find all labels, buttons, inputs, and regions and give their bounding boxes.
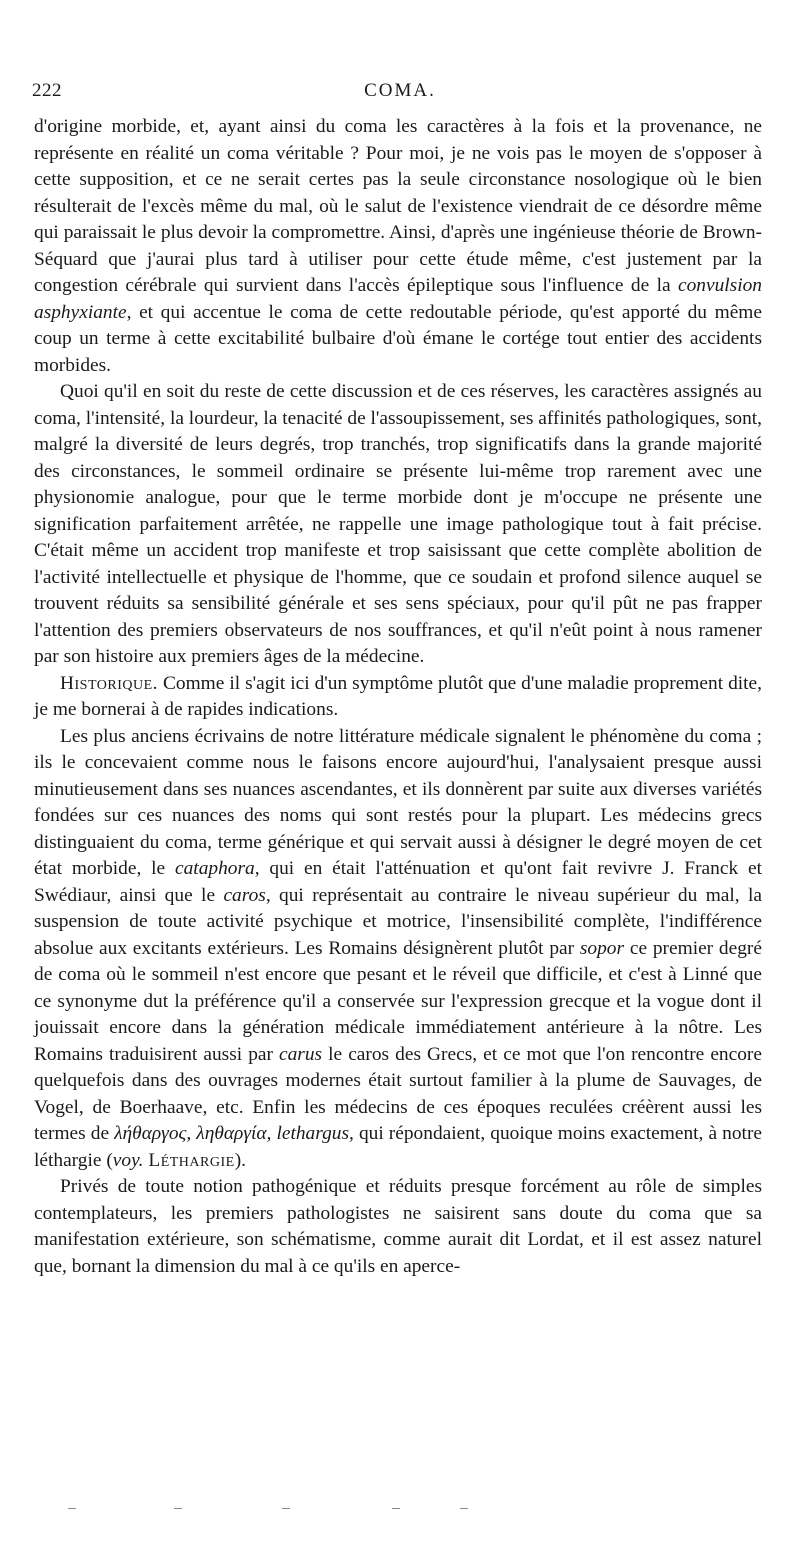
running-title: COMA. — [364, 80, 436, 101]
paragraph-4 — [34, 724, 762, 1175]
small-caps-term: Léthargie — [148, 1149, 235, 1171]
text-run: Les plus anciens écrivains de notre littérature médicale signalent le phénomène du coma ; ils le concevaient comme nous le faisons encore aujourd'hui, l'analysaient presque aussi minutieusement dans ses nuances ascendantes, et ils donnèrent par suite aux diverses variétés fondées sur ces nuances des noms qui sont restés pour la plupart. Les médecins grecs distinguaient du coma, terme générique et qui servait aussi à désigner le degré moyen de cet état morbide, le — [34, 725, 762, 879]
italic-term: cataphora — [175, 858, 255, 879]
paragraph-3 — [34, 671, 762, 724]
text-run: , qui répondaient, quoique moins exactement, à notre léthargie ( — [34, 1123, 763, 1171]
text-run: Privés de toute notion pathogénique et réduits presque forcément au rôle de simples contemplateurs, les premiers pathologistes ne saisirent sans doute du coma que sa manifestation extérieure, son schématisme, comme aurait dit Lordat, et il est assez naturel que, bornant la dimension du mal à ce qu'ils en apercе- — [34, 1176, 762, 1277]
page-number: 222 — [32, 80, 62, 101]
italic-term: convulsion asphyxiante — [34, 275, 762, 323]
text-run: d'origine morbide, et, ayant ainsi du coma les caractères à la fois et la provenance, ne représente en réalité un coma véritable ? Pour moi, je ne vois pas le moyen de s'opposer à cette supposition, et ce ne serait certes pas la seule circonstance nosologique où le bien résulterait de l'excès même du mal, où le salut de l'existence viendrait de ce désordre même qui paraissait le plus devoir la compromettre. Ainsi, d'après une ingénieuse théorie de Brown-Séquard que j'aurai plus tard à utiliser pour cette étude même, c'est justement par la congestion cérébrale qui survient dans l'accès épileptique sous l'influence de la — [34, 116, 762, 296]
text-run: Comme il s'agit ici d'un symptôme plutôt que d'une maladie proprement dite, je me bornerai à de rapides indications. — [34, 672, 762, 720]
text-run: le caros des Grecs, et ce mot que l'on rencontre encore quelquefois dans des ouvrages modernes était surtout familier à la plume de Sauvages, de Vogel, de Boerhaave, etc. Enfin les médecins de ces époques reculées créèrent aussi les termes de — [34, 1043, 762, 1144]
text-run: , qui représentait au contraire le niveau supérieur du mal, la suspension de toute activité psychique et motrice, l'insensibilité complète, l'indifférence absolue aux excitants extérieurs. Les Romains désignèrent plutôt par — [34, 884, 762, 959]
text-run: ce premier degré de coma où le sommeil n'est encore que pesant et le réveil que difficile, et c'est à Linné que ce synonyme dut la préférence qu'il a conservée sur l'expression grecque et la vogue dont il jouissait encore dans la génération médicale immédiatement antérieure à la nôtre. Les Romains traduisirent aussi par — [34, 937, 762, 1065]
small-caps-term: Historique. — [60, 672, 158, 694]
paragraph-2 — [34, 379, 762, 671]
italic-term: λήθαργος, ληθαργία, lethargus — [114, 1123, 350, 1144]
italic-term: carus — [279, 1043, 323, 1065]
paragraph-5 — [34, 1174, 762, 1280]
running-head — [30, 80, 770, 110]
text-run: , et qui accentue le coma de cette redoutable période, qu'est apporté du même coup un terme à cette excitabilité bulbaire d'où émane le cortége tout entier des accidents morbides. — [34, 301, 762, 376]
italic-term: sopor — [579, 937, 625, 959]
bottom-edge-marks — [0, 1500, 800, 1520]
text-run: Quoi qu'il en soit du reste de cette discussion et de ces réserves, les caractères assignés au coma, l'intensité, la lourdeur, la tenacité de l'assoupissement, ses affinités pathologiques, sont, malgré la diversité de leurs degrés, trop tranchés, trop significatifs dans la grande majorité des circonstances, le sommeil ordinaire se présente lui-même trop rarement avec une physionomie analogue, pour que le terme morbide dont je m'occupe ne présente une signification parfaitement arrêtée, ne rappelle une image pathologique tout à fait précise. C'était même un accident trop manifeste et trop saisissant que cette complète abolition de l'activité intellectuelle et physique de l'homme, que ce soudain et profond silence auquel se trouvent réduits sa sensibilité générale et ses sens spéciaux, pour qu'il pût ne pas frapper l'attention des premiers observateurs de nos souffrances, et qu'il n'eût point à nous ramener par son histoire aux premiers âges de la médecine. — [34, 381, 762, 667]
body-text — [34, 114, 762, 1280]
italic-term: caros — [223, 884, 266, 906]
italic-term: voy. — [112, 1149, 144, 1171]
paragraph-1 — [34, 114, 762, 379]
text-run: ). — [234, 1149, 246, 1171]
text-run: , qui en était l'atténuation et qu'ont fait revivre J. Franck et Swédiaur, ainsi que le — [34, 858, 762, 906]
